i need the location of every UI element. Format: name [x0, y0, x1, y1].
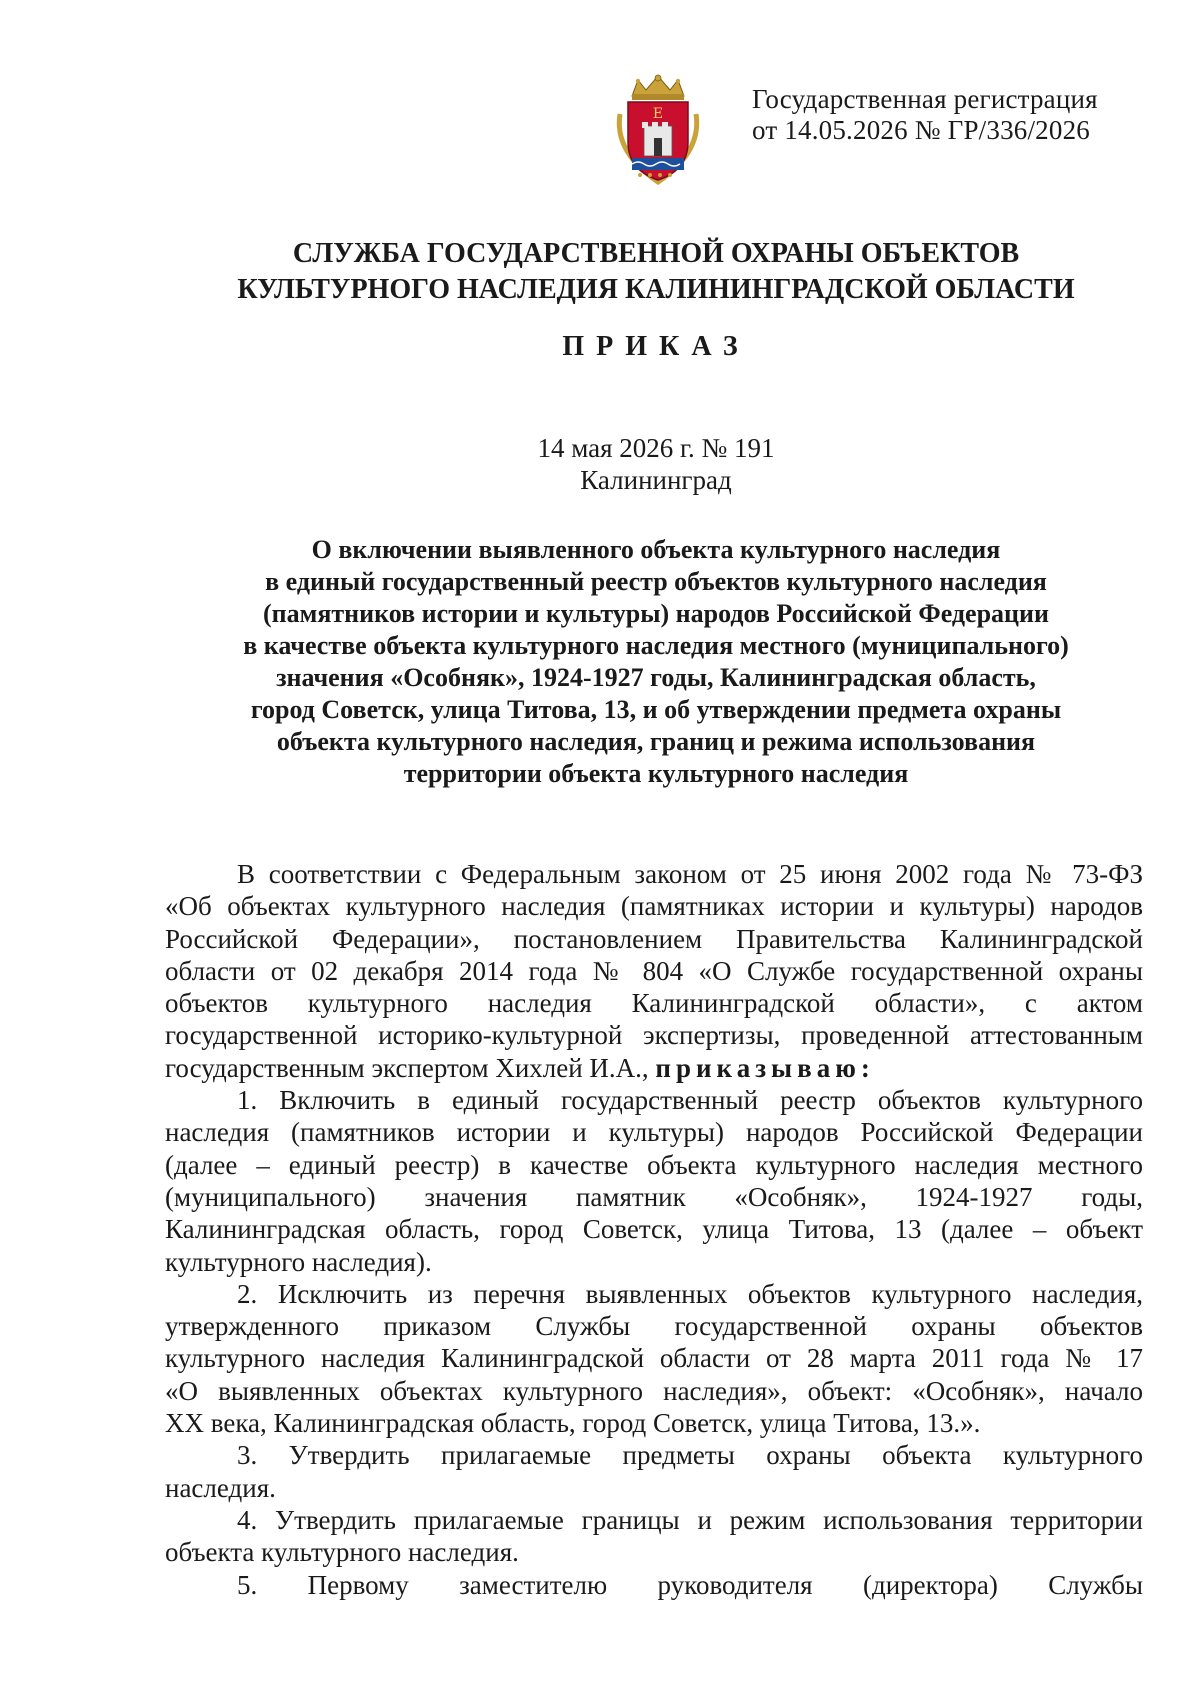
preamble-paragraph [165, 858, 1143, 1084]
body-line: объектов культурного наследия Калининградской области», с актом [165, 988, 1143, 1019]
body-line: государственной историко-культурной экспертизы, проведенной аттестованным [165, 1020, 1143, 1051]
agency-name [0, 236, 1200, 308]
subject-line: объекта культурного наследия, границ и режима использования [276, 727, 1036, 756]
body-line: культурного наследия). [165, 1246, 432, 1277]
order-item-4 [165, 1504, 1143, 1569]
order-word: приказываю: [655, 1052, 875, 1083]
body-line: (далее – единый реестр) в качестве объекта культурного наследия местного [165, 1149, 1143, 1180]
order-item-3 [165, 1439, 1143, 1504]
subject-line: территории объекта культурного наследия [403, 759, 909, 788]
date-and-number [0, 432, 1200, 496]
order-item-2 [165, 1278, 1143, 1439]
subject-line: в единый государственный реестр объектов культурного наследия [265, 567, 1047, 596]
body-line: «О выявленных объектах культурного наследия», объект: «Особняк», начало [165, 1375, 1143, 1406]
body-line: Калининградская область, город Советск, улица Титова, 13 (далее – объект [165, 1214, 1143, 1245]
order-date-number: 14 мая 2026 г. № 191 [537, 433, 775, 463]
body-line: наследия (памятников истории и культуры) народов Российской Федерации [165, 1117, 1143, 1148]
body-line: «Об объектах культурного наследия (памятниках истории и культуры) народов [165, 891, 1143, 922]
subject-line: (памятников истории и культуры) народов Российской Федерации [263, 599, 1049, 628]
body-line: утвержденного приказом Службы государственной охраны объектов [165, 1311, 1143, 1342]
body-line: объекта культурного наследия. [165, 1537, 519, 1568]
body-line: (муниципального) значения памятник «Особняк», 1924-1927 годы, [165, 1181, 1143, 1212]
agency-name-line-2: КУЛЬТУРНОГО НАСЛЕДИЯ КАЛИНИНГРАДСКОЙ ОБЛАСТИ [237, 274, 1075, 305]
body-line: Российской Федерации», постановлением Правительства Калининградской [165, 923, 1143, 954]
subject-line: в качестве объекта культурного наследия местного (муниципального) [243, 631, 1069, 660]
body-line: наследия. [165, 1472, 276, 1503]
order-subject-title [0, 534, 1200, 790]
registration-line-2: от 14.05.2026 № ГР/336/2026 [752, 115, 1090, 145]
registration-line-1: Государственная регистрация [752, 84, 1098, 114]
body-line: государственным экспертом Хихлей И.А., [165, 1052, 649, 1083]
body-line: 2. Исключить из перечня выявленных объектов культурного наследия, [237, 1278, 1143, 1309]
registration-block [752, 84, 1098, 146]
body-line: XX века, Калининградская область, город Советск, улица Титова, 13.». [165, 1408, 981, 1439]
document-type-title: ПРИКАЗ [562, 331, 750, 362]
subject-line: значения «Особняк», 1924-1927 годы, Калининградская область, [276, 663, 1036, 692]
subject-line: О включении выявленного объекта культурного наследия [311, 535, 1001, 564]
order-city: Калининград [580, 465, 732, 495]
agency-name-line-1: СЛУЖБА ГОСУДАРСТВЕННОЙ ОХРАНЫ ОБЪЕКТОВ [292, 238, 1020, 269]
body-line: культурного наследия Калининградской области от 28 марта 2011 года № 17 [165, 1343, 1143, 1374]
body-line: В соответствии с Федеральным законом от 25 июня 2002 года № 73-ФЗ [237, 859, 1143, 889]
order-item-5 [165, 1569, 1143, 1601]
body-line: 5. Первому заместителю руководителя (директора) Службы [237, 1569, 1143, 1600]
order-item-1 [165, 1084, 1143, 1278]
body-line: 4. Утвердить прилагаемые границы и режим использования территории [237, 1504, 1143, 1535]
body-line: 3. Утвердить прилагаемые предметы охраны объекта культурного [237, 1440, 1143, 1471]
body-line-with-order-word [165, 1052, 1143, 1084]
svg-text:Е: Е [652, 106, 664, 122]
body-line: области от 02 декабря 2014 года № 804 «О Службе государственной охраны [165, 955, 1143, 986]
body-line: 1. Включить в единый государственный реестр объектов культурного [237, 1085, 1143, 1116]
subject-line: город Советск, улица Титова, 13, и об утверждении предмета охраны [250, 695, 1062, 724]
order-body [165, 858, 1143, 1601]
coat-of-arms-emblem [610, 74, 706, 186]
